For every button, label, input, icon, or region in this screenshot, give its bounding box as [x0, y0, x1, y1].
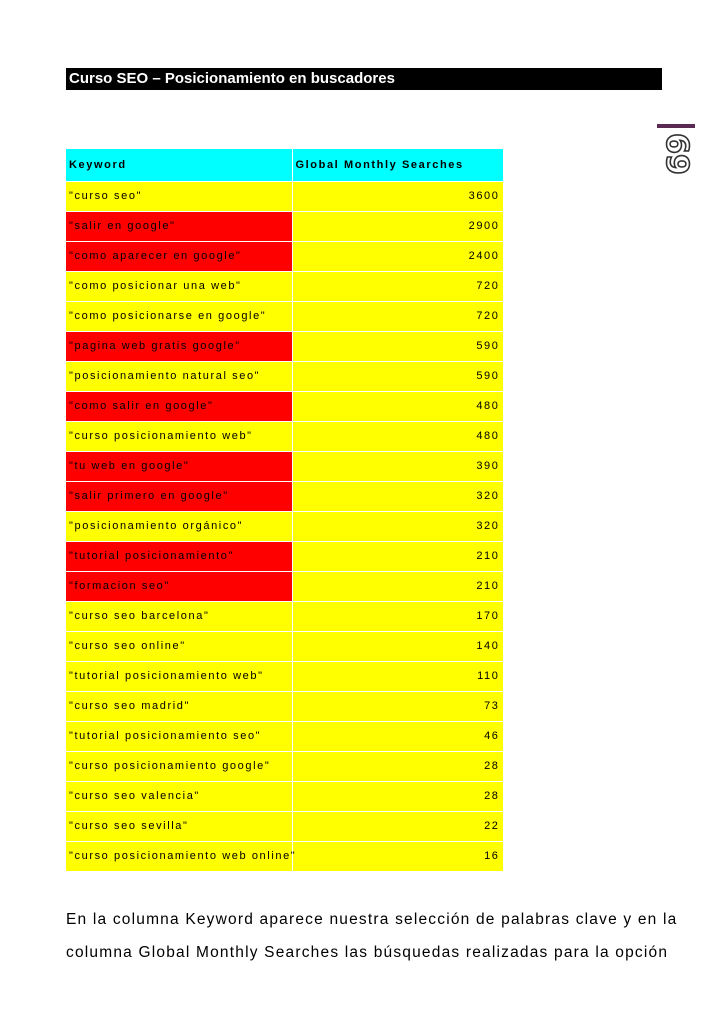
searches-cell: 590 [292, 331, 503, 361]
keyword-cell: "salir en google" [66, 211, 292, 241]
table-row [66, 511, 503, 541]
keyword-cell: "como posicionar una web" [66, 271, 292, 301]
table-row [66, 301, 503, 331]
keyword-cell: "curso posicionamiento web" [66, 421, 292, 451]
searches-cell: 320 [292, 481, 503, 511]
body-paragraph [66, 903, 686, 969]
paragraph-line-2: columna Global Monthly Searches las búsquedas realizadas para la opción [66, 944, 669, 961]
searches-cell: 390 [292, 451, 503, 481]
paragraph-line-1: En la columna Keyword aparece nuestra selección de palabras clave y en la [66, 911, 678, 928]
searches-cell: 590 [292, 361, 503, 391]
table-row [66, 841, 503, 871]
table-row [66, 751, 503, 781]
searches-cell: 720 [292, 271, 503, 301]
table-row [66, 781, 503, 811]
searches-cell: 28 [292, 751, 503, 781]
table-row [66, 391, 503, 421]
searches-cell: 210 [292, 541, 503, 571]
keyword-cell: "curso seo madrid" [66, 691, 292, 721]
keyword-table [66, 149, 504, 872]
keyword-cell: "curso seo valencia" [66, 781, 292, 811]
keyword-cell: "formacion seo" [66, 571, 292, 601]
column-header-keyword: Keyword [66, 149, 292, 181]
table-row [66, 721, 503, 751]
page-tab-decoration [657, 124, 695, 128]
searches-cell: 3600 [292, 181, 503, 211]
keyword-cell: "curso seo online" [66, 631, 292, 661]
searches-cell: 110 [292, 661, 503, 691]
keyword-cell: "tu web en google" [66, 451, 292, 481]
table-row [66, 271, 503, 301]
searches-cell: 320 [292, 511, 503, 541]
table-header-row [66, 149, 503, 181]
searches-cell: 46 [292, 721, 503, 751]
table-row [66, 421, 503, 451]
searches-cell: 140 [292, 631, 503, 661]
keyword-cell: "pagina web gratis google" [66, 331, 292, 361]
searches-cell: 720 [292, 301, 503, 331]
keyword-cell: "posicionamiento natural seo" [66, 361, 292, 391]
keyword-cell: "como aparecer en google" [66, 241, 292, 271]
searches-cell: 73 [292, 691, 503, 721]
searches-cell: 480 [292, 421, 503, 451]
table-row [66, 691, 503, 721]
keyword-cell: "curso posicionamiento google" [66, 751, 292, 781]
table-row [66, 811, 503, 841]
searches-cell: 2400 [292, 241, 503, 271]
table-row [66, 181, 503, 211]
table-row [66, 211, 503, 241]
table-row [66, 601, 503, 631]
keyword-cell: "como salir en google" [66, 391, 292, 421]
searches-cell: 16 [292, 841, 503, 871]
table-row [66, 541, 503, 571]
page-number: 69 [659, 133, 695, 175]
searches-cell: 2900 [292, 211, 503, 241]
table-row [66, 481, 503, 511]
keyword-cell: "tutorial posicionamiento" [66, 541, 292, 571]
table-row [66, 661, 503, 691]
searches-cell: 22 [292, 811, 503, 841]
keyword-cell: "salir primero en google" [66, 481, 292, 511]
keyword-cell: "como posicionarse en google" [66, 301, 292, 331]
searches-cell: 28 [292, 781, 503, 811]
table-row [66, 571, 503, 601]
keyword-cell: "curso seo" [66, 181, 292, 211]
keyword-cell: "tutorial posicionamiento web" [66, 661, 292, 691]
searches-cell: 210 [292, 571, 503, 601]
document-header-title: Curso SEO – Posicionamiento en buscadores [66, 68, 662, 90]
keyword-cell: "tutorial posicionamiento seo" [66, 721, 292, 751]
keyword-cell: "curso seo barcelona" [66, 601, 292, 631]
table-row [66, 331, 503, 361]
searches-cell: 480 [292, 391, 503, 421]
table-row [66, 361, 503, 391]
table-row [66, 241, 503, 271]
keyword-cell: "posicionamiento orgánico" [66, 511, 292, 541]
table-row [66, 631, 503, 661]
searches-cell: 170 [292, 601, 503, 631]
table-row [66, 451, 503, 481]
column-header-global-monthly-searches: Global Monthly Searches [292, 149, 503, 181]
keyword-cell: "curso seo sevilla" [66, 811, 292, 841]
keyword-cell: "curso posicionamiento web online" [66, 841, 292, 871]
